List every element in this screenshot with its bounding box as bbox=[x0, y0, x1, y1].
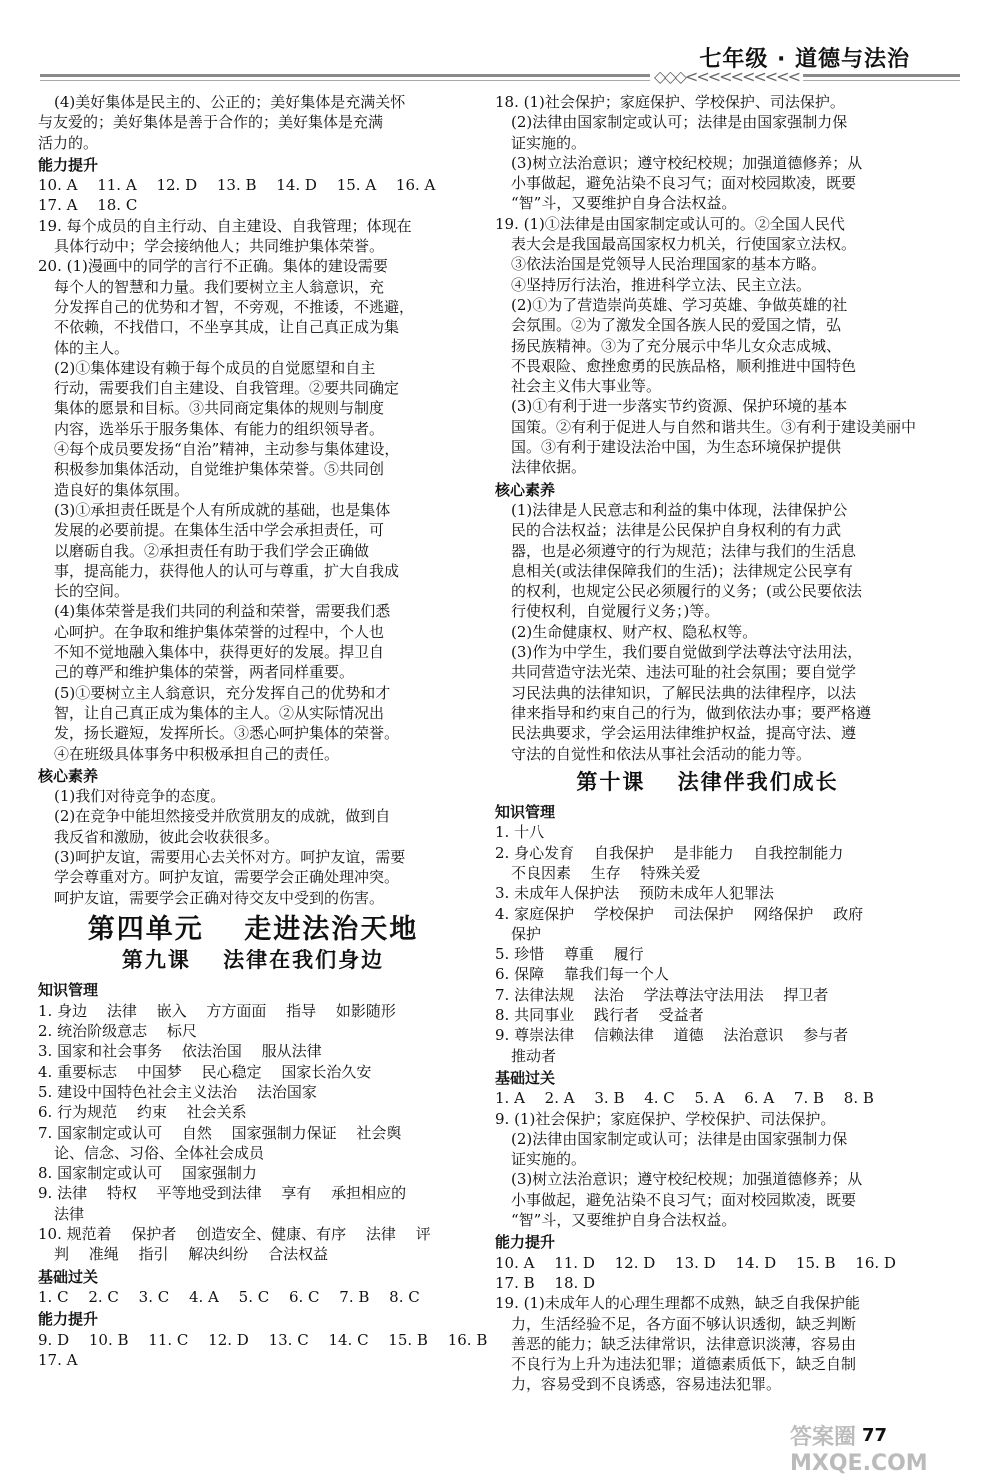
text-line: 民法典要求，学会运用法律维护权益，提高守法、遵 bbox=[511, 724, 857, 743]
text-line: (4)美好集体是民主的、公正的；美好集体是充满关怀 bbox=[54, 93, 406, 111]
text-line: (3)①有利于进一步落实节约资源、保护环境的基本 bbox=[511, 397, 848, 416]
text-line: 习民法典的法律知识，了解民法典的法律程序，以法 bbox=[511, 683, 857, 702]
text-line: 与友爱的；美好集体是善于合作的；美好集体是充满 bbox=[38, 113, 384, 132]
text-line: 分发挥自己的优势和才智，不旁观，不推诿，不逃避， bbox=[54, 297, 415, 316]
text-line: 造良好的集体氛围。 bbox=[54, 480, 190, 499]
section-heading: 能力提升 bbox=[495, 1233, 556, 1252]
text-line: 不畏艰险、愈挫愈勇的民族品格，顺利推进中国特色 bbox=[511, 356, 857, 375]
text-line: 的权利，也规定公民必须履行的义务；(或公民要依法 bbox=[511, 582, 862, 601]
text-line: 证实施的。 bbox=[511, 133, 587, 152]
watermark: 答案圈 MXQE.COM bbox=[790, 1425, 928, 1476]
text-line: 小事做起，避免沾染不良习气；面对校园欺凌，既要 bbox=[511, 174, 857, 193]
text-line: 4. 重要标志 中国梦 民心稳定 国家长治久安 bbox=[38, 1062, 372, 1081]
text-line: 积极参加集体活动，自觉维护集体荣誉。⑤共同创 bbox=[54, 460, 385, 479]
lesson-title: 第十课 法律伴我们成长 bbox=[576, 769, 839, 794]
text-line: 力，容易受到不良诱惑，容易违法犯罪。 bbox=[511, 1375, 782, 1394]
text-line: 7. 法律法规 法治 学法尊法守法用法 捍卫者 bbox=[495, 985, 829, 1004]
text-line: 19. 每个成员的自主行动、自主建设、自我管理；体现在 bbox=[38, 216, 412, 235]
text-line: (1)我们对待竞争的态度。 bbox=[54, 787, 226, 806]
text-line: (2)法律由国家制定或认可；法律是由国家强制力保 bbox=[511, 113, 848, 132]
text-line: 不依赖，不找借口，不坐享其成，让自己真正成为集 bbox=[54, 318, 400, 337]
text-line: 发，扬长避短，发挥所长。③悉心呵护集体的荣誉。 bbox=[54, 724, 400, 743]
text-line: 2. 身心发育 自我保护 是非能力 自我控制能力 bbox=[495, 843, 844, 862]
text-line: 具体行动中；学会接纳他人；共同维护集体荣誉。 bbox=[54, 237, 385, 256]
text-line: 活力的。 bbox=[38, 133, 99, 152]
text-line: (5)①要树立主人翁意识，充分发挥自己的优势和才 bbox=[54, 683, 391, 702]
text-line: (3)树立法治意识；遵守校纪校规；加强道德修养；从 bbox=[511, 153, 863, 172]
text-line: 17. A bbox=[38, 1350, 78, 1369]
text-line: 国。③有利于建设法治中国，为生态环境保护提供 bbox=[511, 438, 842, 457]
unit-title: 第四单元 走进法治天地 bbox=[87, 913, 419, 945]
text-line: 19. (1)①法律是由国家制定或认可的。②全国人民代 bbox=[495, 214, 845, 233]
text-line: 3. 未成年人保护法 预防未成年人犯罪法 bbox=[495, 884, 774, 903]
text-line: (3)作为中学生，我们要自觉做到学法尊法守法用法， bbox=[511, 643, 863, 662]
text-line: 9. 法律 特权 平等地受到法律 享有 承担相应的 bbox=[38, 1184, 407, 1203]
text-line: 判 准绳 指引 解决纠纷 合法权益 bbox=[54, 1245, 329, 1264]
text-line: 息相关(或法律保障我们的生活)；法律规定公民享有 bbox=[511, 561, 853, 580]
text-line: 力，生活经验不足，各方面不够认识透彻，缺乏判断 bbox=[511, 1314, 857, 1333]
text-line: 行使权利，自觉履行义务；)等。 bbox=[511, 602, 720, 621]
text-line: 保护 bbox=[511, 924, 542, 943]
text-line: 1. 身边 法律 嵌入 方方面面 指导 如影随形 bbox=[38, 1001, 396, 1020]
text-line: 5. 建设中国特色社会主义法治 法治国家 bbox=[38, 1082, 317, 1101]
lesson-title: 第九课 法律在我们身边 bbox=[121, 948, 385, 973]
header-rule bbox=[40, 74, 960, 77]
section-heading: 基础过关 bbox=[495, 1068, 556, 1087]
text-line: 7. 国家制定或认可 自然 国家强制力保证 社会舆 bbox=[38, 1123, 402, 1142]
text-line: (3)树立法治意识；遵守校纪校规；加强道德修养；从 bbox=[511, 1170, 863, 1189]
text-line: 行动，需要我们自主建设、自我管理。②要共同确定 bbox=[54, 379, 400, 398]
page-number: 77 bbox=[862, 1425, 888, 1446]
text-line: 8. 国家制定或认可 国家强制力 bbox=[38, 1164, 257, 1183]
right-column bbox=[495, 92, 920, 1395]
text-line: 内容，选举乐于服务集体、有能力的组织领导者。 bbox=[54, 419, 385, 438]
text-line: 9. 尊崇法律 信赖法律 道德 法治意识 参与者 bbox=[495, 1026, 849, 1045]
section-heading: 核心素养 bbox=[38, 766, 99, 785]
text-line: 发展的必要前提。在集体生活中学会承担责任，可 bbox=[54, 521, 385, 540]
text-line: 善恶的能力；缺乏法律常识，法律意识淡薄，容易由 bbox=[511, 1334, 857, 1353]
text-line: 小事做起，避免沾染不良习气；面对校园欺凌，既要 bbox=[511, 1190, 857, 1209]
text-line: 我反省和激励，彼此会收获很多。 bbox=[54, 827, 280, 846]
text-line: 每个人的智慧和力量。我们要树立主人翁意识，充 bbox=[54, 277, 385, 296]
text-line: ④每个成员要发扬“自治”精神，主动参与集体建设， bbox=[54, 440, 400, 459]
text-line: 共同营造守法光荣、违法可耻的社会氛围；要自觉学 bbox=[511, 663, 857, 682]
text-line: 长的空间。 bbox=[54, 582, 130, 601]
text-line: (2)①集体建设有赖于每个成员的自觉愿望和自主 bbox=[54, 358, 376, 377]
header-rule-thin bbox=[40, 80, 960, 81]
text-line: (1)法律是人民意志和利益的集中体现，法律保护公 bbox=[511, 500, 848, 519]
text-line: 论、信念、习俗、全体社会成员 bbox=[54, 1143, 265, 1162]
text-line: 4. 家庭保护 学校保护 司法保护 网络保护 政府 bbox=[495, 904, 864, 923]
header-chevron-ornament: ◇◇◇<<<<<<<<<< bbox=[650, 67, 803, 86]
text-line: 1. A 2. A 3. B 4. C 5. A 6. A 7. B 8. B bbox=[495, 1089, 874, 1108]
text-line: 5. 珍惜 尊重 履行 bbox=[495, 945, 644, 964]
text-line: (2)在竞争中能坦然接受并欣赏朋友的成就，做到自 bbox=[54, 807, 391, 826]
text-line: (3)①承担责任既是个人有所成就的基础，也是集体 bbox=[54, 500, 391, 519]
text-line: 守法的自觉性和依法从事社会活动的能力等。 bbox=[511, 744, 812, 763]
text-line: 不知不觉地融入集体中，获得更好的发展。捍卫自 bbox=[54, 643, 385, 662]
section-heading: 知识管理 bbox=[38, 981, 99, 1000]
text-line: 6. 行为规范 约束 社会关系 bbox=[38, 1103, 247, 1122]
text-line: 呵护友谊，需要学会正确对待交友中受到的伤害。 bbox=[54, 888, 385, 907]
text-line: 6. 保障 靠我们每一个人 bbox=[495, 965, 669, 984]
text-line: 心呵护。在争取和维护集体荣誉的过程中，个人也 bbox=[54, 622, 385, 641]
text-line: 表大会是我国最高国家权力机关，行使国家立法权。 bbox=[511, 235, 857, 254]
text-line: 18. (1)社会保护；家庭保护、学校保护、司法保护。 bbox=[495, 93, 845, 111]
text-line: 1. C 2. C 3. C 4. A 5. C 6. C 7. B 8. C bbox=[38, 1287, 420, 1306]
text-line: 1. 十八 bbox=[495, 823, 545, 842]
text-line: 10. A 11. A 12. D 13. B 14. D 15. A 16. A bbox=[38, 176, 436, 195]
text-line: 20. (1)漫画中的同学的言行不正确。集体的建设需要 bbox=[38, 257, 388, 276]
text-line: (2)生命健康权、财产权、隐私权等。 bbox=[511, 622, 758, 641]
text-line: (2)法律由国家制定或认可；法律是由国家强制力保 bbox=[511, 1129, 848, 1148]
text-line: 9. D 10. B 11. C 12. D 13. C 14. C 15. B 16. B bbox=[38, 1330, 488, 1349]
text-line: 10. A 11. D 12. D 13. D 14. D 15. B 16. D bbox=[495, 1253, 896, 1272]
text-line: ④在班级具体事务中积极承担自己的责任。 bbox=[54, 744, 340, 763]
text-line: 律来指导和约束自己的行为，做到依法办事；要严格遵 bbox=[511, 703, 872, 722]
text-line: “智”斗，又要维护自身合法权益。 bbox=[511, 194, 737, 213]
text-line: “智”斗，又要维护自身合法权益。 bbox=[511, 1211, 737, 1230]
text-line: (2)①为了营造崇尚英雄、学习英雄、争做英雄的社 bbox=[511, 295, 848, 314]
left-column bbox=[38, 92, 488, 1370]
section-heading: 能力提升 bbox=[38, 155, 99, 174]
text-line: 器，也是必须遵守的行为规范；法律与我们的生活息 bbox=[511, 541, 857, 560]
text-line: ④坚持厉行法治，推进科学立法、民主立法。 bbox=[511, 275, 812, 294]
text-line: 19. (1)未成年人的心理生理都不成熟，缺乏自我保护能 bbox=[495, 1294, 860, 1313]
text-line: ③依法治国是党领导人民治理国家的基本方略。 bbox=[511, 255, 827, 274]
text-line: 集体的愿景和目标。③共同商定集体的规则与制度 bbox=[54, 399, 385, 418]
text-line: 3. 国家和社会事务 依法治国 服从法律 bbox=[38, 1042, 322, 1061]
text-line: 法律依据。 bbox=[511, 458, 587, 477]
header-title: 七年级 · 道德与法治 bbox=[699, 47, 910, 72]
text-line: 8. 共同事业 践行者 受益者 bbox=[495, 1006, 704, 1025]
section-heading: 能力提升 bbox=[38, 1310, 99, 1329]
text-line: (4)集体荣誉是我们共同的利益和荣誉，需要我们悉 bbox=[54, 602, 391, 621]
text-line: 以磨砺自我。②承担责任有助于我们学会正确做 bbox=[54, 541, 370, 560]
text-line: 己的尊严和维护集体的荣誉，两者同样重要。 bbox=[54, 663, 355, 682]
text-line: 证实施的。 bbox=[511, 1150, 587, 1169]
text-line: 智，让自己真正成为集体的主人。②从实际情况出 bbox=[54, 703, 385, 722]
text-line: 9. (1)社会保护；家庭保护、学校保护、司法保护。 bbox=[495, 1109, 836, 1128]
text-line: 民的合法权益；法律是公民保护自身权利的有力武 bbox=[511, 521, 842, 540]
text-line: 扬民族精神。③为了充分展示中华儿女众志成城、 bbox=[511, 336, 842, 355]
text-line: 法律 bbox=[54, 1204, 85, 1223]
text-line: 学会尊重对方。呵护友谊，需要学会正确处理冲突。 bbox=[54, 868, 400, 887]
text-line: 10. 规范着 保护者 创造安全、健康、有序 法律 评 bbox=[38, 1225, 431, 1244]
text-line: 会氛围。②为了激发全国各族人民的爱国之情，弘 bbox=[511, 316, 842, 335]
text-line: (3)呵护友谊，需要用心去关怀对方。呵护友谊，需要 bbox=[54, 847, 406, 866]
text-line: 17. A 18. C bbox=[38, 196, 138, 215]
text-line: 17. B 18. D bbox=[495, 1273, 596, 1292]
text-line: 不良行为上升为违法犯罪；道德素质低下，缺乏自制 bbox=[511, 1355, 857, 1374]
text-line: 体的主人。 bbox=[54, 338, 130, 357]
text-line: 2. 统治阶级意志 标尺 bbox=[38, 1022, 197, 1041]
section-heading: 核心素养 bbox=[495, 480, 556, 499]
text-line: 社会主义伟大事业等。 bbox=[511, 377, 662, 396]
section-heading: 基础过关 bbox=[38, 1267, 99, 1286]
page-header bbox=[40, 30, 960, 84]
text-line: 不良因素 生存 特殊关爱 bbox=[511, 863, 701, 882]
text-line: 国策。②有利于促进人与自然和谐共生。③有利于建设美丽中 bbox=[511, 417, 917, 436]
text-line: 推动者 bbox=[511, 1046, 557, 1065]
text-line: 事，提高能力，获得他人的认可与尊重，扩大自我成 bbox=[54, 561, 400, 580]
section-heading: 知识管理 bbox=[495, 803, 556, 822]
